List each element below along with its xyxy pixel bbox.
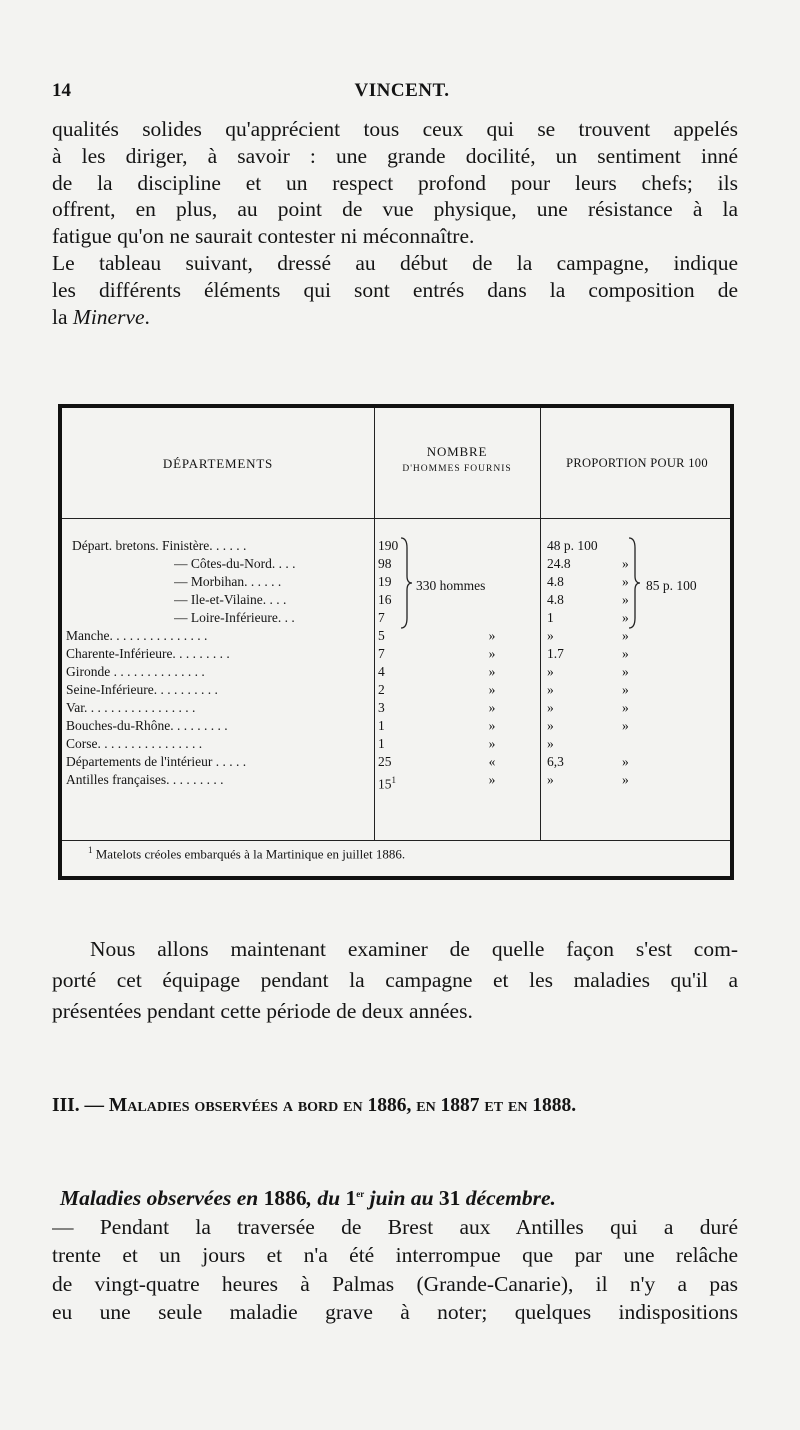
- text-line: Nous allons maintenant examiner de quelle façon s'est com-: [90, 937, 738, 961]
- row-proportion: 48 p. 100: [547, 538, 598, 553]
- text-line: présentées pendant cette période de deux années.: [52, 999, 473, 1023]
- row-proportion: »: [547, 682, 554, 697]
- col-header-nombre-title: NOMBRE: [426, 444, 488, 459]
- table-row: [62, 700, 730, 716]
- row-number: 98: [378, 556, 392, 571]
- table-row: [62, 718, 730, 734]
- row-number: [378, 772, 414, 793]
- row-proportion: 1: [547, 610, 554, 625]
- text-line: fatigue qu'on ne saurait contester ni méconnaître.: [52, 224, 475, 249]
- table-row: [62, 736, 730, 752]
- row-ditto: »: [488, 628, 496, 643]
- text-line: trente et un jours et n'a été interrompue que par une relâche: [52, 1243, 738, 1268]
- row-ditto: »: [488, 772, 496, 787]
- table-row: [62, 682, 730, 698]
- row-proportion: »: [547, 664, 554, 679]
- group-brace-right: [627, 536, 641, 630]
- section-title: Maladies observées a bord en 1886, en 1887 et en 1888.: [108, 1095, 577, 1116]
- row-ditto: «: [488, 754, 496, 769]
- row-number: 19: [378, 574, 392, 589]
- table-footnote: [88, 845, 405, 862]
- text-line: Le tableau suivant, dressé au début de la campagne, indique: [52, 251, 738, 275]
- ship-name: Minerve: [72, 304, 145, 329]
- row-label: Manche. . . . . . . . . . . . . . .: [66, 628, 208, 643]
- row-label: Var. . . . . . . . . . . . . . . . .: [66, 700, 196, 715]
- row-ditto: »: [622, 610, 629, 625]
- subheading-end: décembre.: [465, 1186, 556, 1211]
- row-label: Départ. bretons. Finistère. . . . . .: [72, 538, 247, 553]
- row-label: Corse. . . . . . . . . . . . . . . .: [66, 736, 203, 751]
- paragraph-1: [52, 116, 738, 250]
- row-label: Antilles françaises. . . . . . . . .: [66, 772, 224, 787]
- row-proportion: 6,3: [547, 754, 564, 769]
- row-label: Charente-Inférieure. . . . . . . . .: [66, 646, 230, 661]
- row-label: Bouches-du-Rhône. . . . . . . . .: [66, 718, 228, 733]
- header-rule: [62, 518, 730, 519]
- row-ditto: »: [622, 556, 629, 571]
- section-numeral: III.: [52, 1095, 80, 1116]
- row-label: Gironde . . . . . . . . . . . . . .: [66, 664, 205, 679]
- table-row: [62, 754, 730, 770]
- text-line: — Pendant la traversée de Brest aux Antilles qui a duré: [52, 1214, 738, 1239]
- row-number: 1: [378, 736, 385, 751]
- footer-rule: [62, 840, 730, 841]
- subheading-lead: Maladies observées en: [60, 1186, 259, 1211]
- row-proportion: 1.7: [547, 646, 564, 661]
- paragraph-2: [52, 250, 738, 330]
- group-proportion: 85 p. 100: [646, 578, 697, 593]
- text-fragment: .: [144, 304, 150, 329]
- row-proportion: »: [547, 628, 554, 643]
- paragraph-3: [52, 934, 738, 1027]
- subheading-line: [52, 1180, 738, 1213]
- subheading-day-sup: er: [356, 1189, 365, 1199]
- table-row: [62, 646, 730, 662]
- text-line: de la discipline et un respect profond pour leurs chefs; ils: [52, 170, 738, 195]
- row-proportion: 4.8: [547, 592, 564, 607]
- row-label: Seine-Inférieure. . . . . . . . . .: [66, 682, 218, 697]
- row-label: Départements de l'intérieur . . . . .: [66, 754, 247, 769]
- text-line: offrent, en plus, au point de vue physique, une résistance à la: [52, 197, 738, 222]
- footnote-text: Matelots créoles embarqués à la Martinique en juillet 1886.: [95, 846, 406, 862]
- text-line: de vingt-quatre heures à Palmas (Grande-Canarie), il n'y a pas: [52, 1271, 738, 1296]
- running-title: VINCENT.: [354, 80, 450, 101]
- col-header-nombre-sub: D'HOMMES FOURNIS: [402, 464, 512, 474]
- text-line: porté cet équipage pendant la campagne et les maladies qu'il a: [52, 968, 738, 992]
- table-row: [62, 772, 730, 792]
- row-ditto: »: [622, 664, 629, 679]
- row-ditto: »: [622, 628, 629, 643]
- section-dash: —: [84, 1095, 105, 1116]
- row-proportion: »: [547, 700, 554, 715]
- row-proportion: »: [547, 772, 554, 787]
- table-row: [62, 664, 730, 680]
- row-number: 1: [378, 718, 385, 733]
- row-number: 7: [378, 646, 385, 661]
- row-ditto: »: [622, 592, 629, 607]
- row-proportion: »: [547, 718, 554, 733]
- row-number-value: 15: [378, 776, 392, 792]
- subheading-mid: , du: [306, 1186, 341, 1211]
- row-label: — Morbihan. . . . . .: [174, 574, 282, 589]
- row-number: 16: [378, 592, 392, 607]
- row-proportion: »: [547, 736, 554, 751]
- footnote-ref: 1: [391, 775, 396, 785]
- text-line: les différents éléments qui sont entrés dans la composition de: [52, 277, 738, 302]
- col-header-proportion: PROPORTION POUR 100: [566, 456, 708, 470]
- row-ditto: »: [488, 700, 496, 715]
- row-ditto: »: [622, 574, 629, 589]
- subheading-day2: 31: [438, 1186, 461, 1211]
- row-label: — Ile-et-Vilaine. . . .: [174, 592, 287, 607]
- row-number: 7: [378, 610, 385, 625]
- group-brace-left: [399, 536, 413, 630]
- row-number: 190: [378, 538, 399, 553]
- section-heading: [52, 1093, 738, 1120]
- row-ditto: »: [622, 718, 629, 733]
- row-ditto: »: [488, 736, 496, 751]
- subheading-date: juin au: [369, 1186, 434, 1211]
- row-number: 4: [378, 664, 385, 679]
- row-proportion: 24.8: [547, 556, 571, 571]
- text-line: eu une seule maladie grave à noter; quelques indispositions: [52, 1300, 738, 1325]
- row-ditto: »: [488, 718, 496, 733]
- row-ditto: »: [622, 700, 629, 715]
- row-ditto: »: [622, 772, 629, 787]
- paragraph-4: [52, 1180, 738, 1327]
- row-number: 3: [378, 700, 385, 715]
- row-ditto: »: [488, 682, 496, 697]
- row-ditto: »: [622, 754, 629, 769]
- col-header-nombre: [374, 444, 540, 474]
- table-row: [62, 628, 730, 644]
- row-ditto: »: [488, 646, 496, 661]
- row-ditto: »: [488, 664, 496, 679]
- row-number: 2: [378, 682, 385, 697]
- row-ditto: »: [622, 646, 629, 661]
- page-number: 14: [52, 80, 71, 101]
- row-label: — Côtes-du-Nord. . . .: [174, 556, 296, 571]
- recruitment-table: [58, 404, 734, 880]
- row-number: 25: [378, 754, 392, 769]
- col-header-departements: DÉPARTEMENTS: [162, 456, 274, 471]
- row-ditto: »: [622, 682, 629, 697]
- row-number: 5: [378, 628, 385, 643]
- text-line: à les diriger, à savoir : une grande docilité, un sentiment inné: [52, 143, 738, 168]
- footnote-mark: 1: [88, 845, 93, 855]
- text-fragment: la: [52, 304, 73, 329]
- group-total: 330 hommes: [416, 578, 486, 593]
- row-proportion: 4.8: [547, 574, 564, 589]
- text-line: qualités solides qu'apprécient tous ceux qui se trouvent appelés: [52, 117, 738, 141]
- text-line: [52, 304, 738, 331]
- row-label: — Loire-Inférieure. . .: [174, 610, 295, 625]
- page-header: [52, 80, 752, 104]
- subheading-day: 1: [345, 1186, 357, 1211]
- subheading-year: 1886: [263, 1186, 307, 1211]
